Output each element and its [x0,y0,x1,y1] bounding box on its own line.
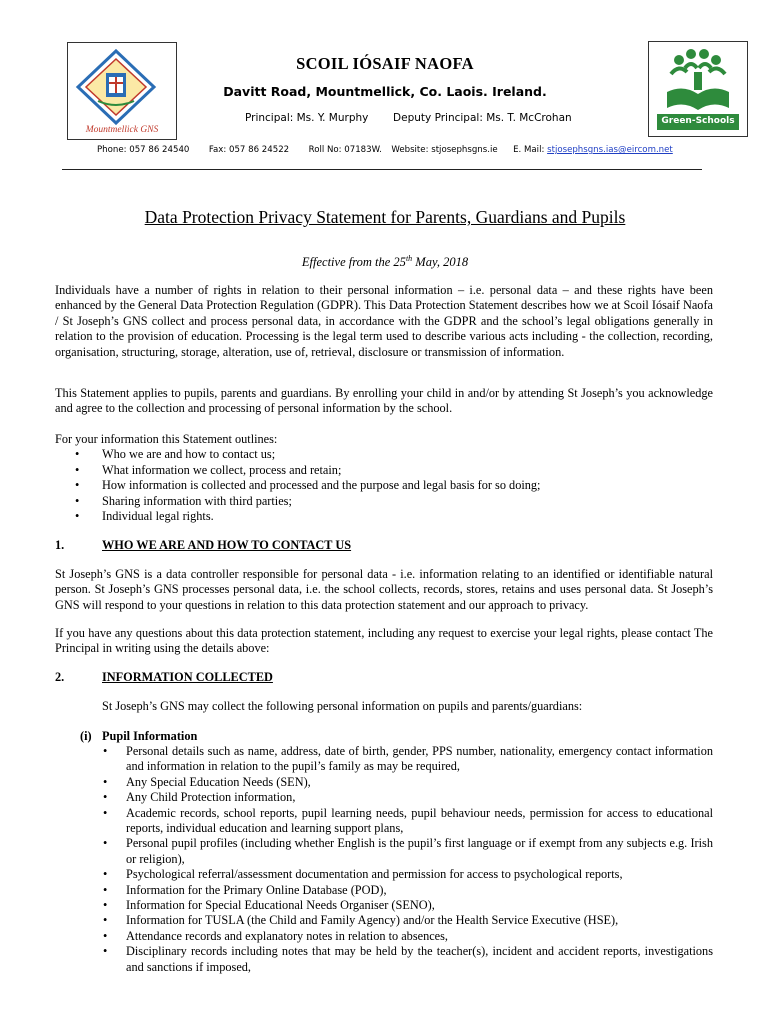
header-divider [62,169,702,170]
list-item: • Sharing information with third parties; [55,494,713,509]
logo-caption: Mountmellick GNS [85,125,159,135]
roll-no: Roll No: 07183W. [308,145,382,155]
principal: Principal: Ms. Y. Murphy [245,112,369,124]
outline-intro: For your information this Statement outlines: [55,432,278,446]
list-item: • Who we are and how to contact us; [55,447,713,462]
effective-suffix: May, 2018 [412,255,469,270]
list-item: • Disciplinary records including notes that may be held by the teacher(s), incident and accident reports, investigations and sanctions if imposed, [101,944,713,975]
green-schools-caption: Green-Schools [661,116,735,126]
effective-sup: th [405,254,413,263]
effective-date [0,254,770,270]
website: Website: stjosephsgns.ie [391,145,498,155]
list-item: • What information we collect, process and retain; [55,463,713,478]
section-2-intro: St Joseph’s GNS may collect the following personal information on pupils and parents/guardians: [102,699,583,713]
subsection-number: (i) [80,729,92,743]
school-name: SCOIL IÓSAIF NAOFA [296,54,474,73]
applies-paragraph: This Statement applies to pupils, parents and guardians. By enrolling your child in and/or by attending St Joseph’s you acknowledge and agree to the collection and processing of personal information by the school. [55,386,713,416]
list-item: • Individual legal rights. [55,509,713,524]
email-link[interactable]: stjosephsgns.ias@eircom.net [547,145,673,155]
email-label: E. Mail: [513,145,545,155]
deputy-principal: Deputy Principal: Ms. T. McCrohan [393,112,572,124]
list-item: • Personal details such as name, address, date of birth, gender, PPS number, nationality, emergency contact information and information in relation to the pupil’s family as may be required, [101,744,713,775]
section-1-title: WHO WE ARE AND HOW TO CONTACT US [102,538,352,552]
list-item: • Information for TUSLA (the Child and Family Agency) and/or the Health Service Executive (HSE), [101,913,713,928]
section-1-para-1: St Joseph’s GNS is a data controller responsible for personal data - i.e. information relating to an identified or identifiable natural person. St Joseph’s GNS processes personal data, i.e. the school collects, records, stores, retains and uses personal data. St Joseph’s GNS will respond to your questions in relation to this data protection statement and our approach to privacy. [55,567,713,612]
pupil-info-list [101,744,713,975]
contact-line [97,145,673,155]
outline-section [55,432,713,524]
section-2-title: INFORMATION COLLECTED [102,670,273,684]
section-1-para-2: If you have any questions about this data protection statement, including any request to exercise your legal rights, please contact The Principal in writing using the details above: [55,626,713,656]
list-item: • Any Child Protection information, [101,790,713,805]
effective-prefix: Effective from the 25 [301,255,406,270]
pupil-info-section [101,744,713,975]
list-item: • Psychological referral/assessment documentation and permission for access to psychological reports, [101,867,713,882]
document-title: Data Protection Privacy Statement for Parents, Guardians and Pupils [144,207,626,227]
school-address: Davitt Road, Mountmellick, Co. Laois. Ireland. [223,84,547,99]
section-1-number: 1. [55,538,65,552]
phone: Phone: 057 86 24540 [97,145,190,155]
subsection-title: Pupil Information [102,729,198,743]
list-item: • Personal pupil profiles (including whether English is the pupil’s first language or if exempt from any subjects e.g. Irish or religion), [101,836,713,867]
list-item: • Any Special Education Needs (SEN), [101,775,713,790]
intro-paragraph: Individuals have a number of rights in relation to their personal information – i.e. personal data – and these rights have been enhanced by the General Data Protection Regulation (GDPR). This Data Protection Statement describes how we at Scoil Iósaif Naofa / St Joseph’s GNS collect and process personal data, in accordance with the GDPR and the school’s legal obligations generally in relation to the provision of education. Processing is the legal term used to describe various acts including - the collection, recording, organisation, structuring, storage, alteration, use of, retrieval, disclosure or transmission of information. [55,283,713,359]
list-item: • Information for the Primary Online Database (POD), [101,883,713,898]
principals-line [245,112,572,124]
list-item: • Information for Special Educational Needs Organiser (SENO), [101,898,713,913]
list-item: • How information is collected and processed and the purpose and legal basis for so doing; [55,478,713,493]
section-2-number: 2. [55,670,65,684]
outline-list [55,447,713,524]
fax: Fax: 057 86 24522 [208,145,290,155]
list-item: • Academic records, school reports, pupil learning needs, pupil behaviour needs, permission for access to educational reports, individual education and learning support plans, [101,806,713,837]
list-item: • Attendance records and explanatory notes in relation to absences, [101,929,713,944]
